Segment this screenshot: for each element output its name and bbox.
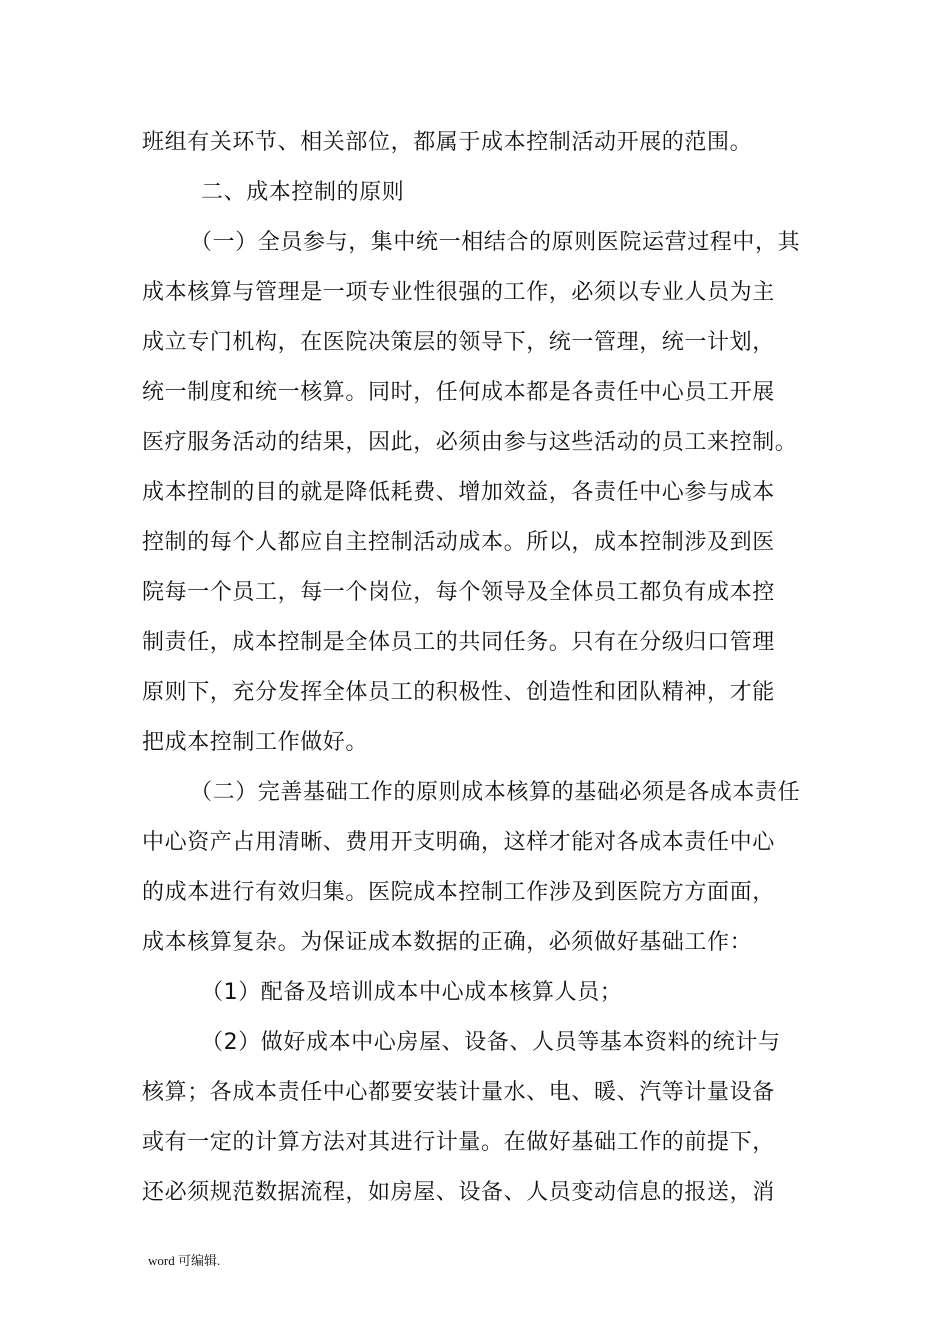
text-line: 核算；各成本责任中心都要安装计量水、电、暖、汽等计量设备 <box>142 1080 775 1105</box>
section-heading: 二、成本控制的原则 <box>201 180 405 205</box>
text-line: 控制的每个人都应自主控制活动成本。所以，成本控制涉及到医 <box>142 530 775 555</box>
text-line: 班组有关环节、相关部位，都属于成本控制活动开展的范围。 <box>142 130 753 155</box>
text-line: 制责任，成本控制是全体员工的共同任务。只有在分级归口管理 <box>142 630 775 655</box>
text-line: 统一制度和统一核算。同时，任何成本都是各责任中心员工开展 <box>142 380 775 405</box>
text-line: 院每一个员工，每一个岗位，每个领导及全体员工都负有成本控 <box>142 580 775 605</box>
text-line: 把成本控制工作做好。 <box>142 730 369 755</box>
text-line: 或有一定的计算方法对其进行计量。在做好基础工作的前提下， <box>142 1130 775 1155</box>
subsection-heading: （一）全员参与，集中统一相结合的原则医院运营过程中，其 <box>190 230 801 255</box>
text-line: 成本核算复杂。为保证成本数据的正确，必须做好基础工作： <box>142 930 753 955</box>
list-item: （1）配备及培训成本中心成本核算人员； <box>201 980 623 1005</box>
text-line: 中心资产占用清晰、费用开支明确，这样才能对各成本责任中心 <box>142 830 775 855</box>
text-line: 成本控制的目的就是降低耗费、增加效益，各责任中心参与成本 <box>142 480 775 505</box>
page-footer: word 可编辑. <box>148 1253 221 1268</box>
list-item: （2）做好成本中心房屋、设备、人员等基本资料的统计与 <box>201 1030 781 1055</box>
text-line: 原则下，充分发挥全体员工的积极性、创造性和团队精神，才能 <box>142 680 775 705</box>
text-line: 成本核算与管理是一项专业性很强的工作，必须以专业人员为主 <box>142 280 775 305</box>
text-line: 成立专门机构，在医院决策层的领导下，统一管理，统一计划， <box>142 330 775 355</box>
text-line: 还必须规范数据流程，如房屋、设备、人员变动信息的报送，消 <box>142 1180 775 1205</box>
subsection-heading: （二）完善基础工作的原则成本核算的基础必须是各成本责任 <box>190 780 801 805</box>
text-line: 的成本进行有效归集。医院成本控制工作涉及到医院方方面面， <box>142 880 775 905</box>
text-line: 医疗服务活动的结果，因此，必须由参与这些活动的员工来控制。 <box>142 430 798 455</box>
